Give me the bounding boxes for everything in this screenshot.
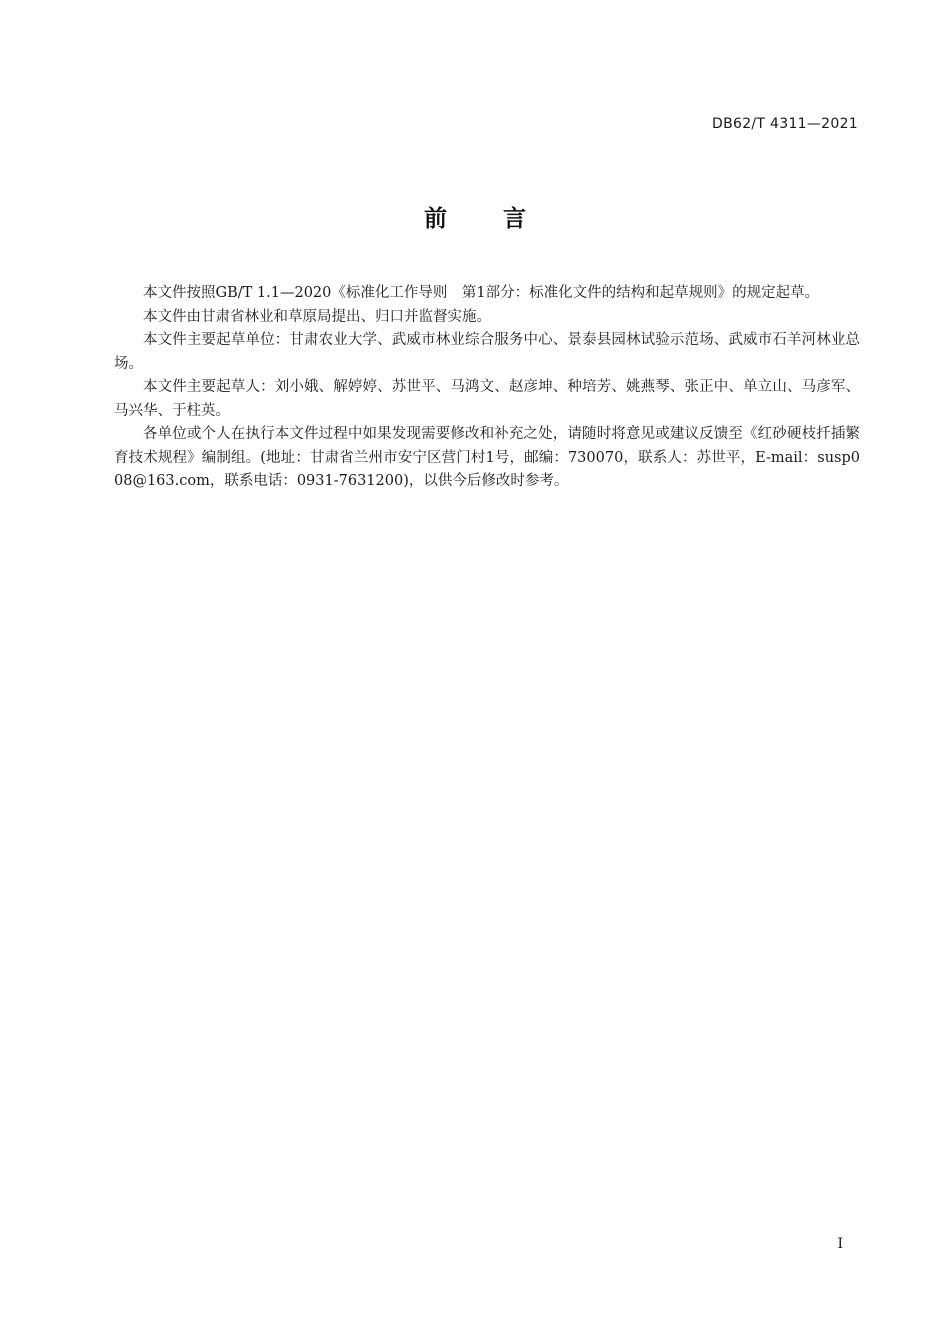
page-number: I <box>837 1236 843 1252</box>
page-title <box>0 200 950 233</box>
paragraph-feedback-contact: 各单位或个人在执行本文件过程中如果发现需要修改和补充之处，请随时将意见或建议反馈至《红砂硬枝扦插繁育技术规程》编制组。(地址：甘肃省兰州市安宁区营门村1号，邮编：730070，联系人：苏世平，E-mail：susp008@163.com，联系电话：0931-7631200)，以供今后修改时参考。 <box>114 426 860 489</box>
title-char-1: 前 <box>424 206 447 232</box>
foreword-body <box>114 282 860 494</box>
paragraph-drafters: 本文件主要起草人：刘小娥、解婷婷、苏世平、马鸿文、赵彦坤、种培芳、姚燕琴、张正中、单立山、马彦军、马兴华、于柱英。 <box>114 379 860 419</box>
document-code: DB62/T 4311—2021 <box>712 116 858 132</box>
title-char-2: 言 <box>503 206 526 232</box>
paragraph-drafting-basis: 本文件按照GB/T 1.1—2020《标准化工作导则 第1部分：标准化文件的结构和起草规则》的规定起草。 <box>143 285 820 301</box>
paragraph-drafting-units: 本文件主要起草单位：甘肃农业大学、武威市林业综合服务中心、景泰县园林试验示范场、武威市石羊河林业总场。 <box>114 332 860 372</box>
paragraph-proposer: 本文件由甘肃省林业和草原局提出、归口并监督实施。 <box>143 308 491 325</box>
